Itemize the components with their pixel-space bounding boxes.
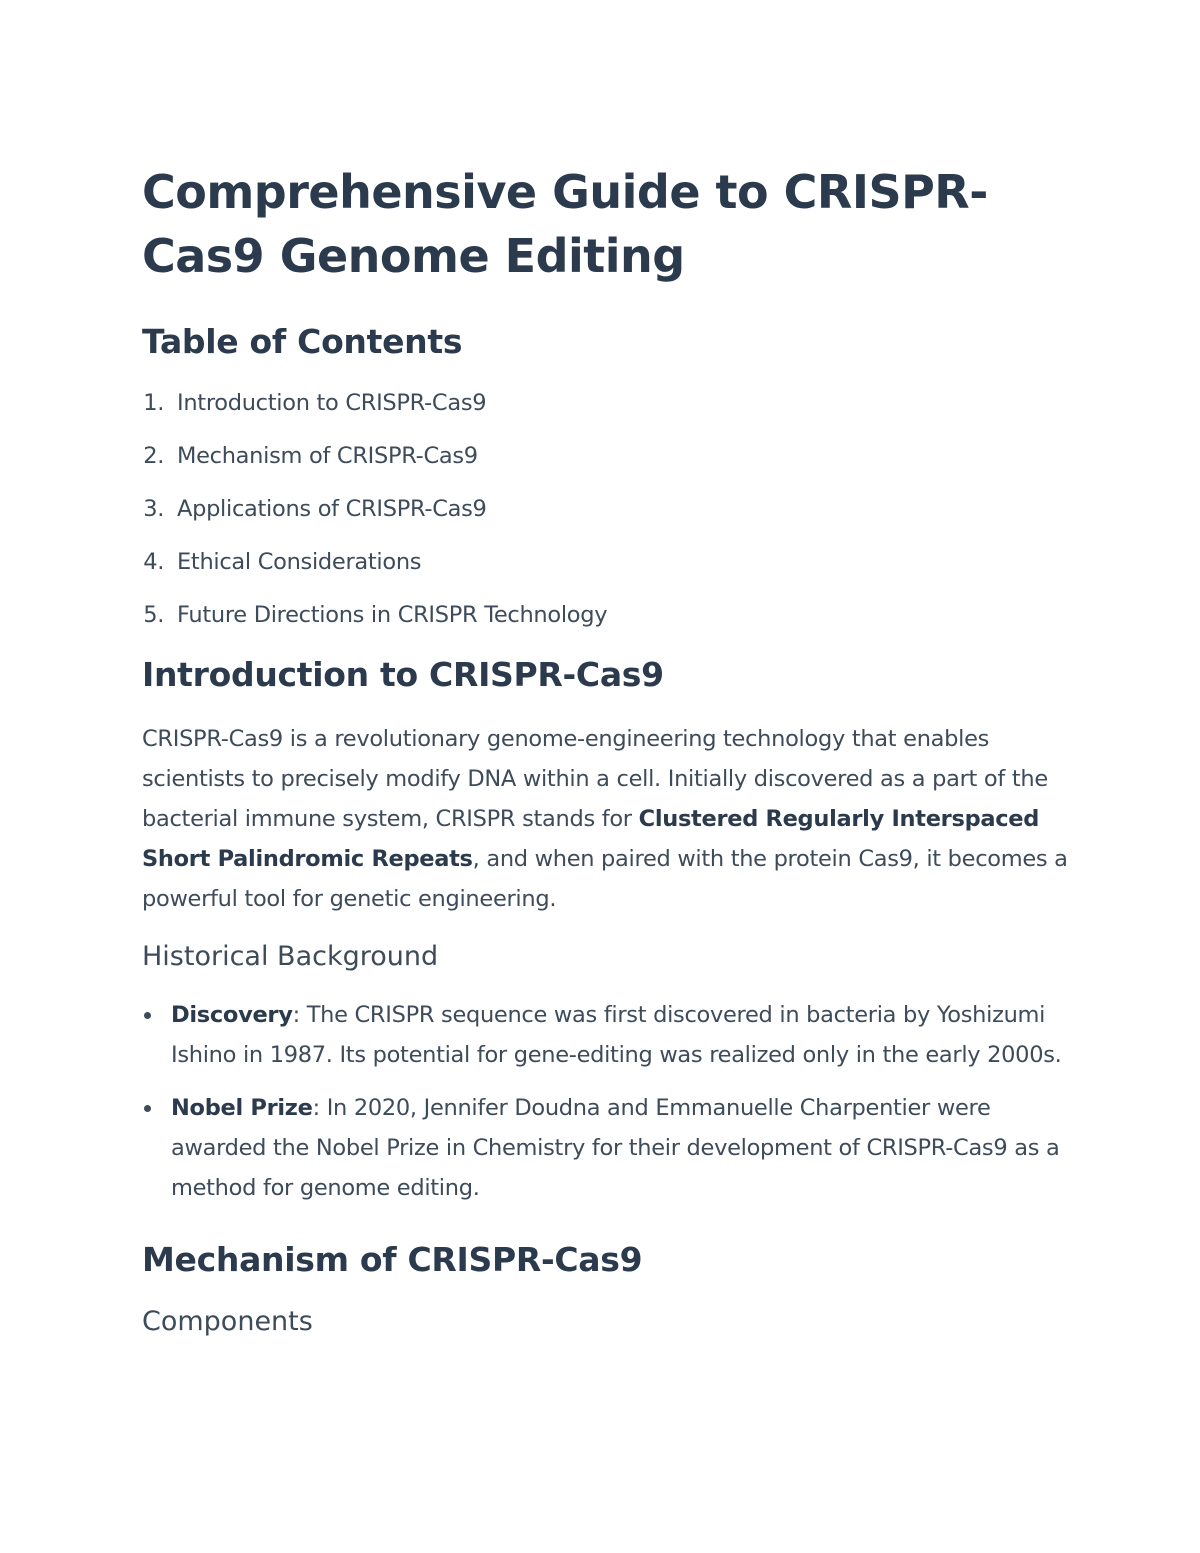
toc-item bbox=[142, 388, 1072, 418]
bullet-icon bbox=[144, 1105, 151, 1112]
toc-item-label: Future Directions in CRISPR Technology bbox=[177, 602, 608, 628]
intro-text-start: CRISPR-Cas9 is a revolutionary genome-engineering technology that enables scientists to precisely modify DNA within a cell. Initially discovered as a part of the bacterial immune system, CRISPR stands for bbox=[142, 726, 1048, 832]
toc-item-number: 5 . bbox=[142, 600, 171, 630]
section-heading-introduction: Introduction to CRISPR-Cas9 bbox=[142, 655, 664, 694]
list-item bbox=[142, 1088, 1072, 1208]
list-item bbox=[142, 995, 1072, 1075]
crispr-acronym-expansion: Clustered Regularly Interspaced Short Palindromic Repeats bbox=[142, 806, 1040, 872]
toc-heading: Table of Contents bbox=[142, 322, 463, 361]
section-heading-mechanism: Mechanism of CRISPR-Cas9 bbox=[142, 1240, 643, 1279]
list-item-text: : The CRISPR sequence was first discovered in bacteria by Yoshizumi Ishino in 1987. Its potential for gene-editing was realized only in the early 2000s. bbox=[171, 1002, 1062, 1068]
toc-item-number: 1 . bbox=[142, 388, 171, 418]
intro-paragraph bbox=[142, 719, 1072, 919]
toc-item-label: Applications of CRISPR-Cas9 bbox=[177, 496, 487, 522]
history-list bbox=[142, 995, 1072, 1208]
toc-item bbox=[142, 441, 1072, 471]
list-item-term: Nobel Prize bbox=[171, 1095, 313, 1121]
intro-text-end: , and when paired with the protein Cas9, it becomes a powerful tool for genetic engineering. bbox=[142, 846, 1068, 912]
subsection-heading-history: Historical Background bbox=[142, 941, 439, 972]
toc-item-number: 2 . bbox=[142, 441, 171, 471]
toc-item-label: Introduction to CRISPR-Cas9 bbox=[177, 390, 487, 416]
toc-item bbox=[142, 600, 1072, 630]
toc-item-number: 4 . bbox=[142, 547, 171, 577]
toc-item bbox=[142, 547, 1072, 577]
list-item-term: Discovery bbox=[171, 1002, 293, 1028]
toc-item-label: Mechanism of CRISPR-Cas9 bbox=[177, 443, 478, 469]
toc-item-number: 3 . bbox=[142, 494, 171, 524]
list-item-text: : In 2020, Jennifer Doudna and Emmanuelle Charpentier were awarded the Nobel Prize in Chemistry for their development of CRISPR-Cas9 as a method for genome editing. bbox=[171, 1095, 1060, 1201]
subsection-heading-components: Components bbox=[142, 1306, 313, 1337]
table-of-contents bbox=[142, 388, 1072, 630]
bullet-icon bbox=[144, 1012, 151, 1019]
document-page bbox=[142, 160, 1072, 1340]
page-title: Comprehensive Guide to CRISPR-Cas9 Genome Editing bbox=[142, 165, 988, 283]
toc-item bbox=[142, 494, 1072, 524]
toc-item-label: Ethical Considerations bbox=[177, 549, 422, 575]
